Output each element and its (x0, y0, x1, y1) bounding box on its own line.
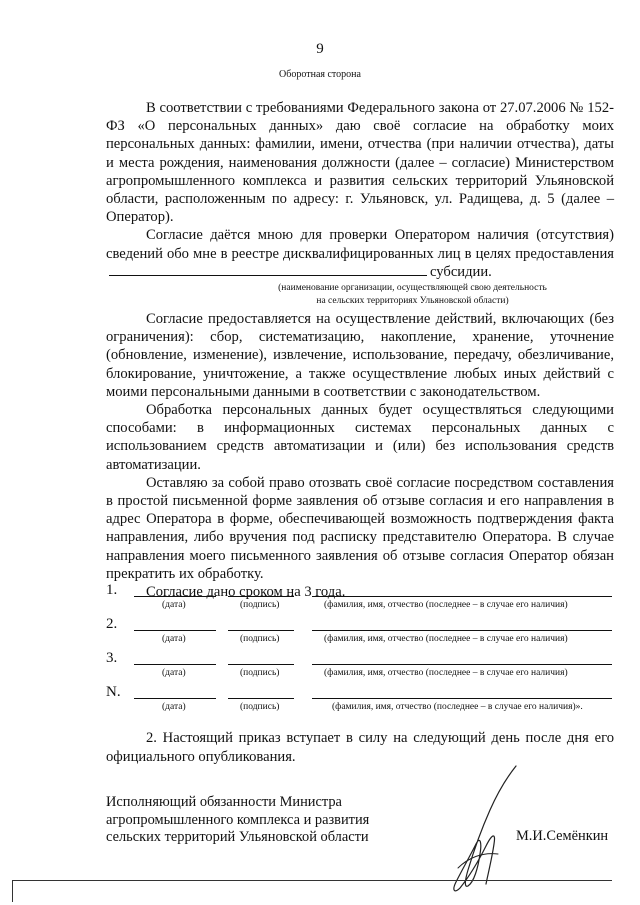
consent-text (106, 99, 614, 601)
signature-row (106, 650, 616, 690)
date-line[interactable] (134, 664, 216, 665)
footer-signatory (106, 794, 369, 847)
paragraph-2 (106, 226, 614, 281)
signature-row (106, 582, 616, 622)
row-number: 3. (106, 650, 118, 666)
sign-line[interactable] (228, 664, 294, 665)
date-caption: (дата) (162, 634, 186, 644)
name-line[interactable] (312, 698, 612, 699)
name-caption: (фамилия, имя, отчество (последнее – в случае его наличия) (324, 668, 568, 678)
date-line[interactable] (134, 698, 216, 699)
page-border-line (12, 880, 612, 881)
name-line[interactable] (312, 630, 612, 631)
sign-caption: (подпись) (240, 634, 280, 644)
row-number: 2. (106, 616, 118, 632)
signature-row (106, 616, 616, 656)
date-line[interactable] (134, 630, 216, 631)
date-caption: (дата) (162, 702, 186, 712)
sign-caption: (подпись) (240, 702, 280, 712)
signature-row (106, 684, 616, 724)
side-label: Оборотная сторона (279, 69, 361, 80)
row-number: N. (106, 684, 121, 700)
signatory-title-line-1: Исполняющий обязанности Министра (106, 794, 342, 810)
name-caption: (фамилия, имя, отчество (последнее – в случае его наличия) (324, 634, 568, 644)
signatory-title-line-2: агропромышленного комплекса и развития (106, 811, 370, 828)
order-item-2: 2. Настоящий приказ вступает в силу на следующий день после дня его официального опубликования. (106, 730, 614, 765)
sign-line[interactable] (228, 596, 294, 597)
handwritten-signature (438, 758, 528, 898)
date-caption: (дата) (162, 668, 186, 678)
paragraph-2-end: субсидии. (430, 263, 492, 280)
paragraph-4: Обработка персональных данных будет осуществляться следующими способами: в информационных системах персональных данных с использованием средств автоматизации и (или) без использования средств автоматизации. (106, 402, 614, 473)
name-caption: (фамилия, имя, отчество (последнее – в случае его наличия) (324, 600, 568, 610)
row-number: 1. (106, 582, 118, 598)
paragraph-5: Оставляю за собой право отозвать своё согласие посредством составления в простой письменной форме заявления об отзыве согласия и его направления в адрес Оператора в форме, обеспечивающей возможность подтверждения факта направления, либо вручения под расписку представителю Оператора. В случае направления моего письменного заявления об отзыве согласия Оператор обязан прекратить их обработку. (106, 474, 614, 582)
name-line[interactable] (312, 596, 612, 597)
paragraph-1: В соответствии с требованиями Федерального закона от 27.07.2006 № 152-ФЗ «О персональных данных» даю своё согласие на обработку моих персональных данных: фамилии, имени, отчества (при наличии отчества), даты и места рождения, наименования должности (далее – согласие) Министерством агропромышленного комплекса и развития сельских территорий Ульяновской области, расположенным по адресу: г. Ульяновск, ул. Радищева, д. 5 (далее – Оператор). (106, 100, 614, 226)
name-line[interactable] (312, 664, 612, 665)
sign-caption: (подпись) (240, 668, 280, 678)
paragraph-6: Согласие дано сроком на 3 года. (146, 584, 346, 601)
paragraph-2-text: Согласие даётся мною для проверки Оператором наличия (отсутствия) сведений обо мне в реестре дисквалифицированных лиц в целях предоставления (106, 227, 614, 262)
paragraph-3: Согласие предоставляется на осуществление действий, включающих (без ограничения): сбор, систематизацию, накопление, хранение, уточнение (обновление, изменение), извлечение, использование, передачу, обезличивание, блокирование, уничтожение, а также осуществление любых иных действий с моими персональными данными в соответствии с законодательством. (106, 311, 614, 400)
organization-caption-line-1: (наименование организации, осуществляющей свою деятельность (278, 283, 547, 294)
signatory-name: М.И.Семёнкин (516, 828, 609, 844)
sign-caption: (подпись) (240, 600, 280, 610)
organization-blank[interactable] (109, 263, 427, 276)
organization-caption (106, 282, 614, 308)
sign-line[interactable] (228, 698, 294, 699)
sign-line[interactable] (228, 630, 294, 631)
date-line[interactable] (134, 596, 216, 597)
date-caption: (дата) (162, 600, 186, 610)
signatory-title-line-3: сельских территорий Ульяновской области (106, 829, 369, 845)
page-number: 9 (316, 41, 324, 57)
name-caption: (фамилия, имя, отчество (последнее – в случае его наличия)». (332, 702, 583, 712)
organization-caption-line-2: на сельских территориях Ульяновской области) (316, 296, 509, 307)
page-border-corner (12, 880, 13, 902)
